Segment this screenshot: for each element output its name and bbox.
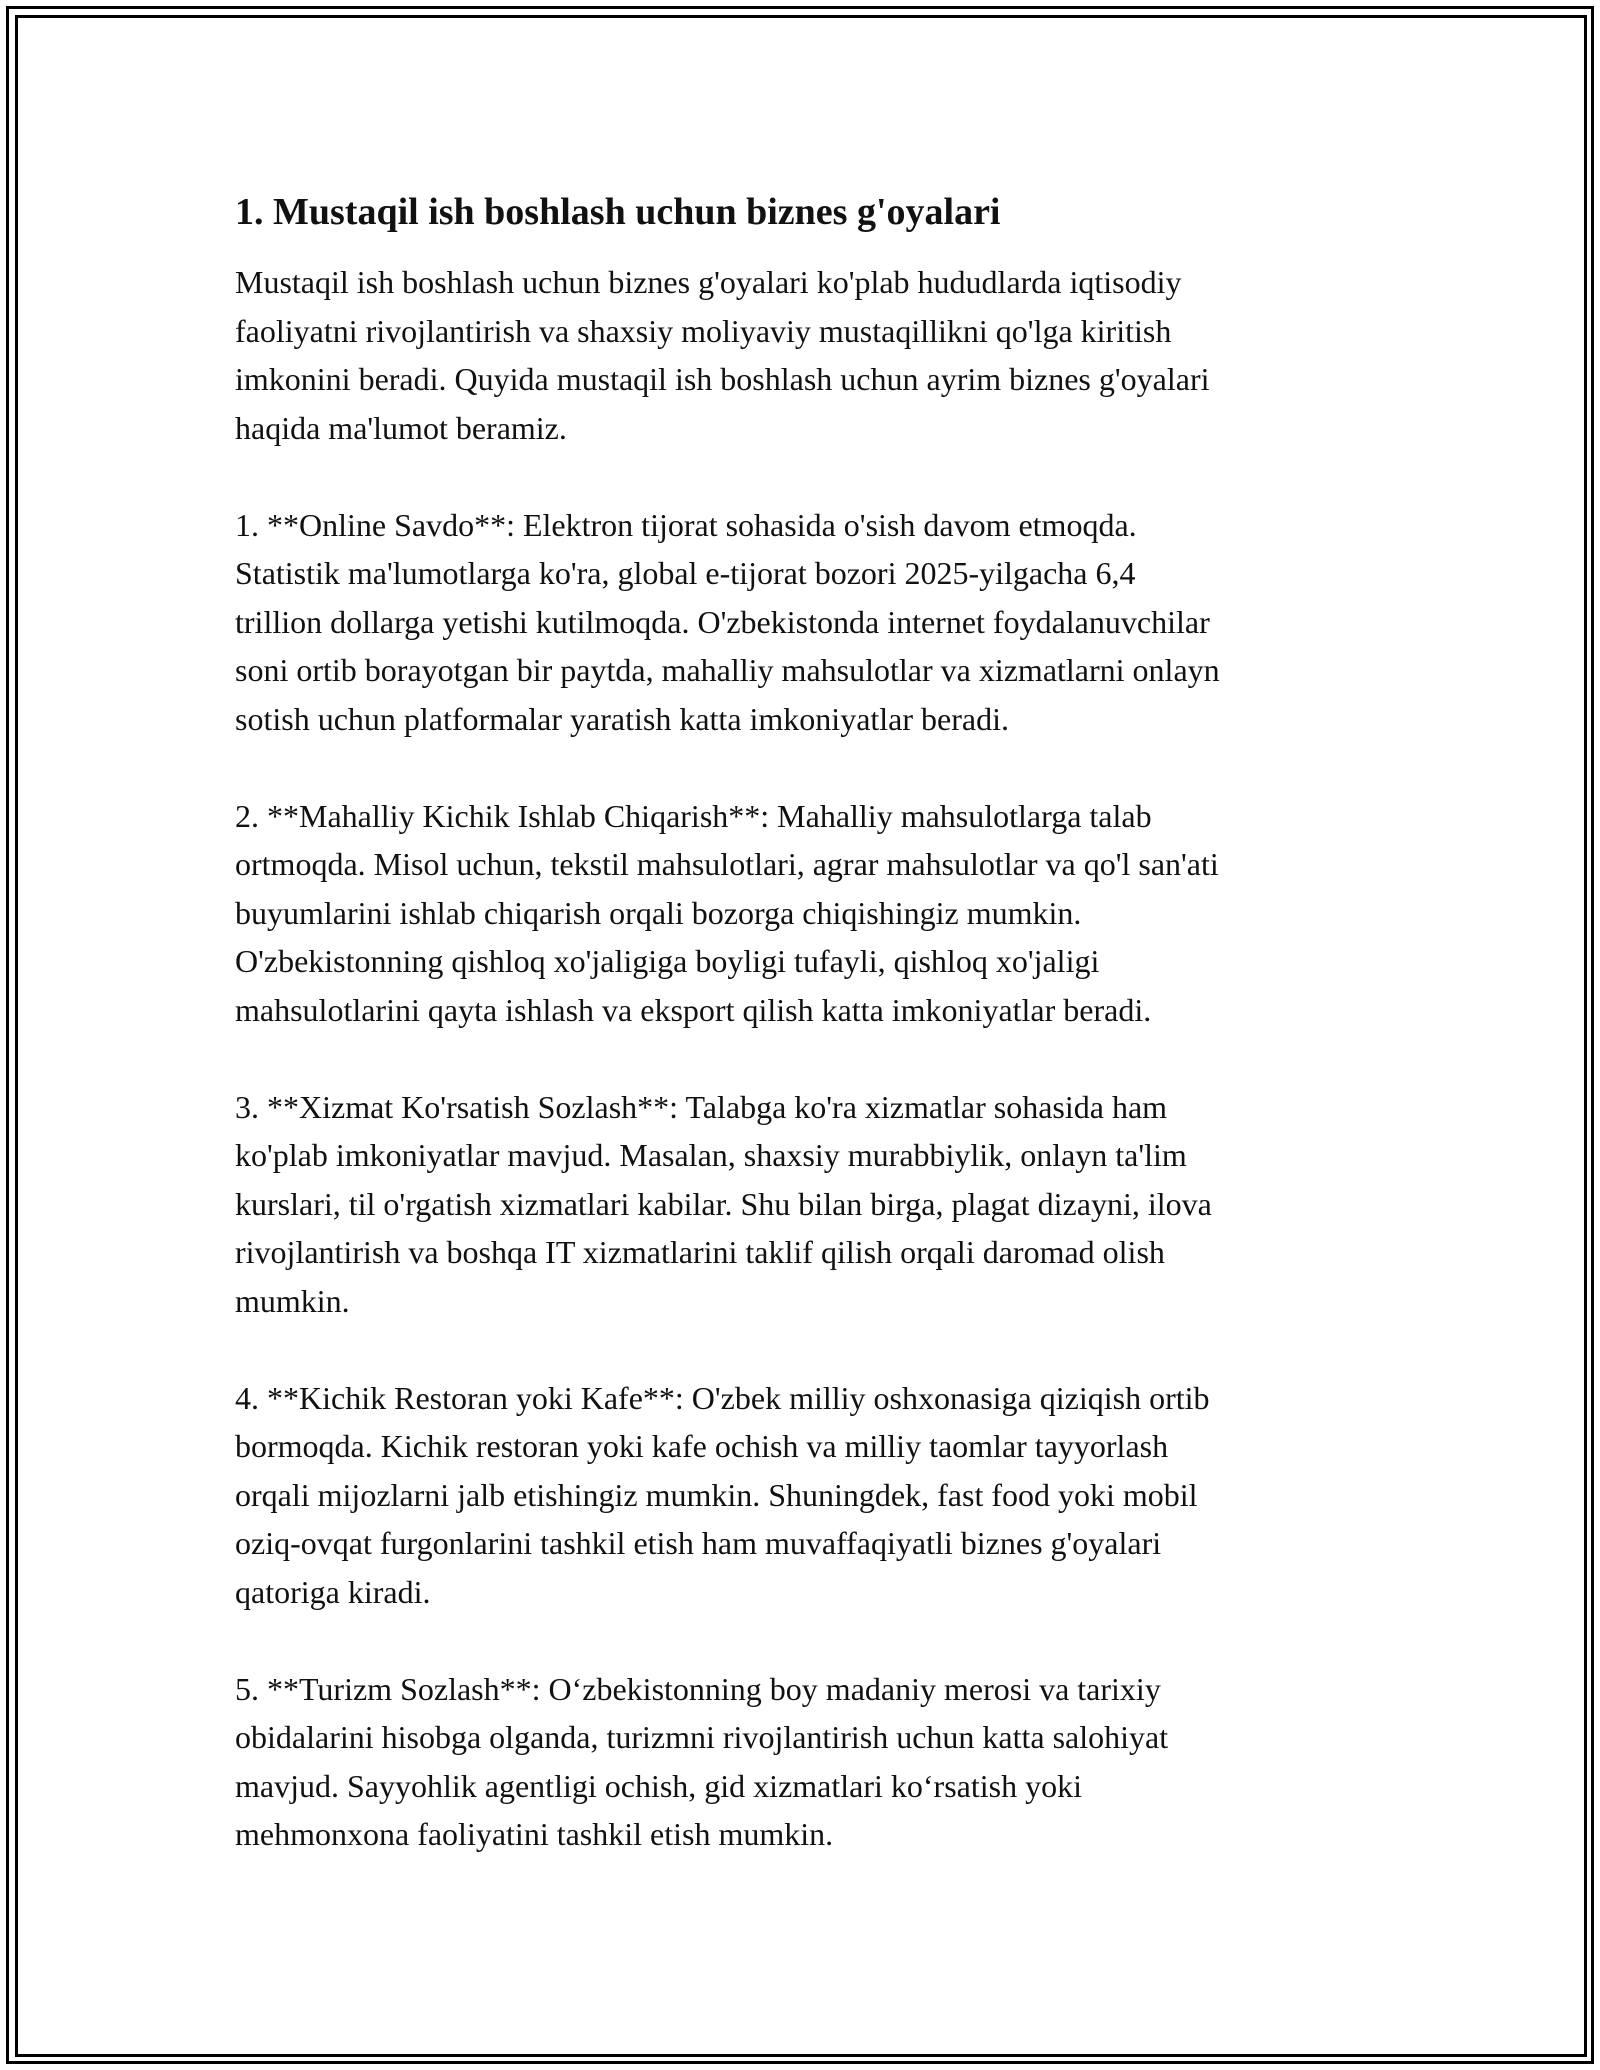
document-body: [235, 188, 1385, 1907]
document-title: 1. Mustaqil ish boshlash uchun biznes g'oyalari: [235, 191, 1001, 233]
intro-paragraph: Mustaqil ish boshlash uchun biznes g'oyalari ko'plab hududlarda iqtisodiy faoliyatni rivojlantirish va shaxsiy moliyaviy mustaqillikni qo'lga kiritish imkonini beradi. Quyida mustaqil ish boshlash uchun ayrim biznes g'oyalari haqida ma'lumot beramiz.: [235, 264, 1210, 446]
idea-item-online-savdo: 1. **Online Savdo**: Elektron tijorat sohasida o'sish davom etmoqda. Statistik ma'lumotlarga ko'ra, global e-tijorat bozori 2025-yilgacha 6,4 trillion dollarga yetishi kutilmoqda. O'zbekistonda internet foydalanuvchilar soni ortib borayotgan bir paytda, mahalliy mahsulotlar va xizmatlarni onlayn sotish uchun platformalar yaratish katta imkoniyatlar beradi.: [235, 506, 1220, 737]
idea-item-restoran-kafe: 4. **Kichik Restoran yoki Kafe**: O'zbek milliy oshxonasiga qiziqish ortib bormoqda. Kichik restoran yoki kafe ochish va milliy taomlar tayyorlash orqali mijozlarni jalb etishingiz mumkin. Shuningdek, fast food yoki mobil oziq-ovqat furgonlarini tashkil etish ham muvaffaqiyatli biznes g'oyalari qatoriga kiradi.: [235, 1379, 1210, 1610]
idea-item-mahalliy-ishlab-chiqarish: 2. **Mahalliy Kichik Ishlab Chiqarish**: Mahalliy mahsulotlarga talab ortmoqda. Misol uchun, tekstil mahsulotlari, agrar mahsulotlar va qo'l san'ati buyumlarini ishlab chiqarish orqali bozorga chiqishingiz mumkin. O'zbekistonning qishloq xo'jaligiga boyligi tufayli, qishloq xo'jaligi mahsulotlarini qayta ishlash va eksport qilish katta imkoniyatlar beradi.: [235, 797, 1219, 1028]
idea-item-turizm: 5. **Turizm Sozlash**: O‘zbekistonning boy madaniy merosi va tarixiy obidalarini hisobga olganda, turizmni rivojlantirish uchun katta salohiyat mavjud. Sayyohlik agentligi ochish, gid xizmatlari ko‘rsatish yoki mehmonxona faoliyatini tashkil etish mumkin.: [235, 1670, 1169, 1852]
idea-item-xizmat-korsatish: 3. **Xizmat Ko'rsatish Sozlash**: Talabga ko'ra xizmatlar sohasida ham ko'plab imkoniyatlar mavjud. Masalan, shaxsiy murabbiylik, onlayn ta'lim kurslari, til o'rgatish xizmatlari kabilar. Shu bilan birga, plagat dizayni, ilova rivojlantirish va boshqa IT xizmatlarini taklif qilish orqali daromad olish mumkin.: [235, 1088, 1212, 1319]
